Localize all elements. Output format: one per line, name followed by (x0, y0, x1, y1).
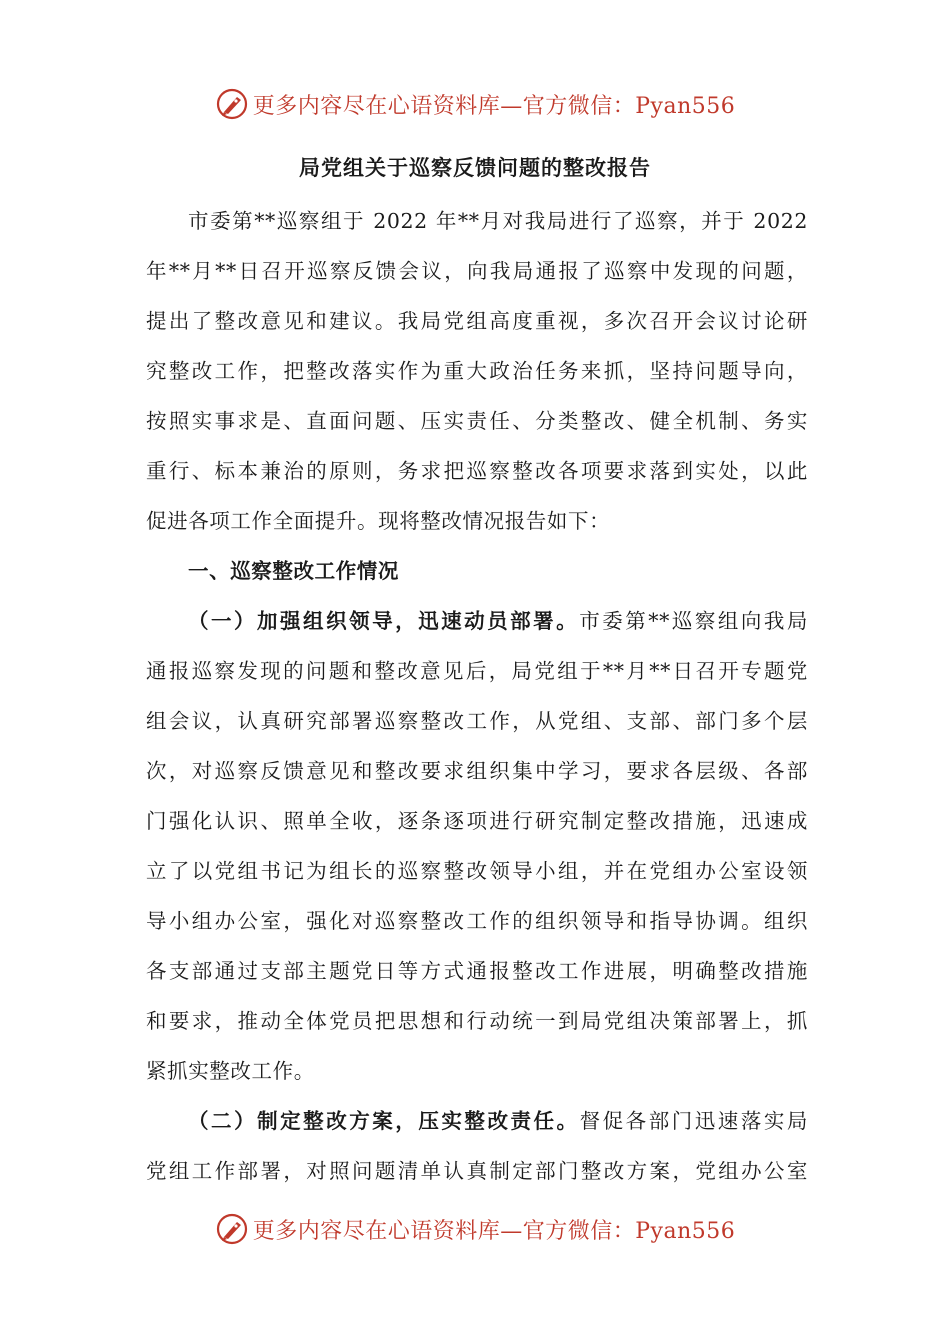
header-banner (0, 84, 950, 124)
text-line: 立了以党组书记为组长的巡察整改领导小组，并在党组办公室设领 (146, 859, 808, 883)
text-line: 各支部通过支部主题党日等方式通报整改工作进展，明确整改措施 (146, 959, 808, 983)
text-line: 和要求，推动全体党员把思想和行动统一到局党组决策部署上，抓 (146, 1009, 808, 1033)
pen-nib-logo-icon (215, 1212, 249, 1246)
paragraph-organization (146, 596, 808, 1096)
text-line: 通报巡察发现的问题和整改意见后，局党组于**月**日召开专题党 (146, 659, 808, 683)
text-line: 促进各项工作全面提升。现将整改情况报告如下： (146, 509, 611, 533)
paragraph-intro (146, 196, 808, 546)
pen-nib-logo-icon (215, 87, 249, 121)
banner-text: 更多内容尽在心语资料库—官方微信：Pyan556 (252, 93, 736, 119)
text-line: 按照实事求是、直面问题、压实责任、分类整改、健全机制、务实 (146, 409, 808, 433)
text-line: 市委第**巡察组于 2022 年**月对我局进行了巡察，并于 2022 (188, 209, 808, 233)
banner-text: 更多内容尽在心语资料库—官方微信：Pyan556 (252, 1218, 736, 1244)
text-line: 党组工作部署，对照问题清单认真制定部门整改方案，党组办公室 (146, 1159, 808, 1183)
text-line: 门强化认识、照单全收，逐条逐项进行研究制定整改措施，迅速成 (146, 809, 808, 833)
document-body (146, 196, 808, 1196)
text-line: 导小组办公室，强化对巡察整改工作的组织领导和指导协调。组织 (146, 909, 808, 933)
text-line: 组会议，认真研究部署巡察整改工作，从党组、支部、部门多个层 (146, 709, 808, 733)
text-line: 重行、标本兼治的原则，务求把巡察整改各项要求落到实处，以此 (146, 459, 808, 483)
text-line: （二）制定整改方案，压实整改责任。督促各部门迅速落实局 (188, 1109, 809, 1133)
text-line: 提出了整改意见和建议。我局党组高度重视，多次召开会议讨论研 (146, 309, 808, 333)
text-line: 年**月**日召开巡察反馈会议，向我局通报了巡察中发现的问题， (146, 259, 808, 283)
text-line: （一）加强组织领导，迅速动员部署。市委第**巡察组向我局 (188, 609, 808, 633)
text-line: 究整改工作，把整改落实作为重大政治任务来抓，坚持问题导向， (146, 359, 808, 383)
text-line: 紧抓实整改工作。 (146, 1059, 315, 1083)
subsection-heading: （一）加强组织领导，迅速动员部署。 (188, 609, 580, 633)
paragraph-plan (146, 1096, 808, 1196)
document-title: 局党组关于巡察反馈问题的整改报告 (299, 155, 651, 180)
section-heading: 一、巡察整改工作情况 (188, 559, 399, 583)
subsection-heading: （二）制定整改方案，压实整改责任。 (188, 1109, 580, 1133)
text-line: 次，对巡察反馈意见和整改要求组织集中学习，要求各层级、各部 (146, 759, 808, 783)
footer-banner (0, 1209, 950, 1249)
